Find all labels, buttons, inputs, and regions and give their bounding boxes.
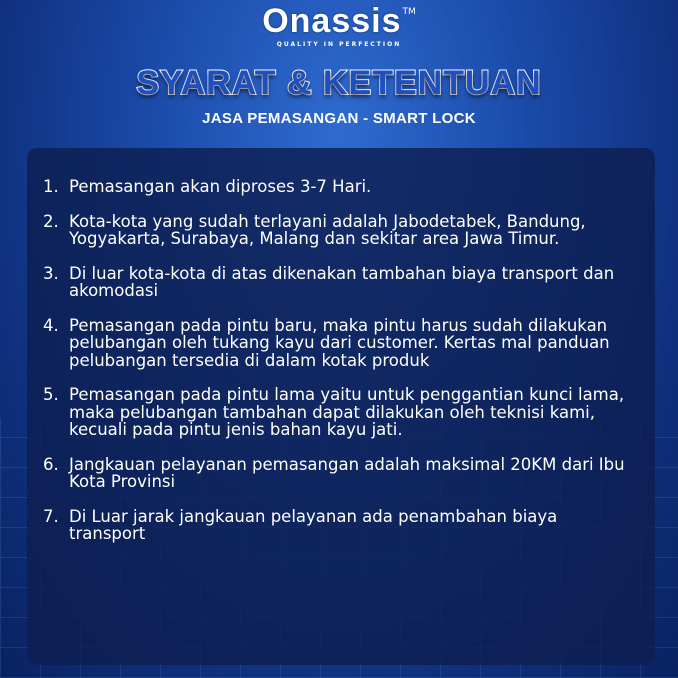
terms-panel <box>27 148 655 665</box>
terms-list <box>43 178 635 543</box>
page-title: SYARAT & KETENTUAN <box>136 64 542 102</box>
item-number: 2. <box>43 211 59 231</box>
list-item <box>43 386 635 439</box>
item-text: Pemasangan pada pintu lama yaitu untuk penggantian kunci lama, maka pelubangan tambahan dapat dilakukan oleh teknisi kami, kecuali pada pintu jenis bahan kayu jati. <box>69 385 625 439</box>
item-text: Kota-kota yang sudah terlayani adalah Jabodetabek, Bandung, Yogyakarta, Surabaya, Malang dan sekitar area Jawa Timur. <box>69 211 586 248</box>
list-item <box>43 508 635 543</box>
item-number: 7. <box>43 506 59 526</box>
item-text: Pemasangan akan diproses 3-7 Hari. <box>69 177 372 196</box>
brand-tagline: QUALITY IN PERFECTION <box>276 41 402 48</box>
item-number: 5. <box>43 385 59 404</box>
item-text: Di Luar jarak jangkauan pelayanan ada penambahan biaya transport <box>69 506 558 543</box>
item-number: 1. <box>43 177 59 196</box>
item-text: Pemasangan pada pintu baru, maka pintu harus sudah dilakukan pelubangan oleh tukang kayu dari customer. Kertas mal panduan pelubangan tersedia di dalam kotak produk <box>69 315 610 370</box>
item-number: 6. <box>43 454 59 474</box>
brand-logo <box>0 2 678 49</box>
item-number: 4. <box>43 315 59 335</box>
item-text: Di luar kota-kota di atas dikenakan tambahan biaya transport dan akomodasi <box>69 263 615 300</box>
list-item <box>43 317 635 370</box>
list-item <box>43 456 635 491</box>
item-number: 3. <box>43 263 59 283</box>
list-item <box>43 265 635 300</box>
item-text: Jangkauan pelayanan pemasangan adalah maksimal 20KM dari Ibu Kota Provinsi <box>69 454 625 491</box>
list-item <box>43 213 635 248</box>
list-item <box>43 178 635 196</box>
brand-name: Onassis <box>262 2 402 40</box>
trademark: TM <box>402 7 416 17</box>
page-subtitle: JASA PEMASANGAN - SMART LOCK <box>202 110 476 127</box>
